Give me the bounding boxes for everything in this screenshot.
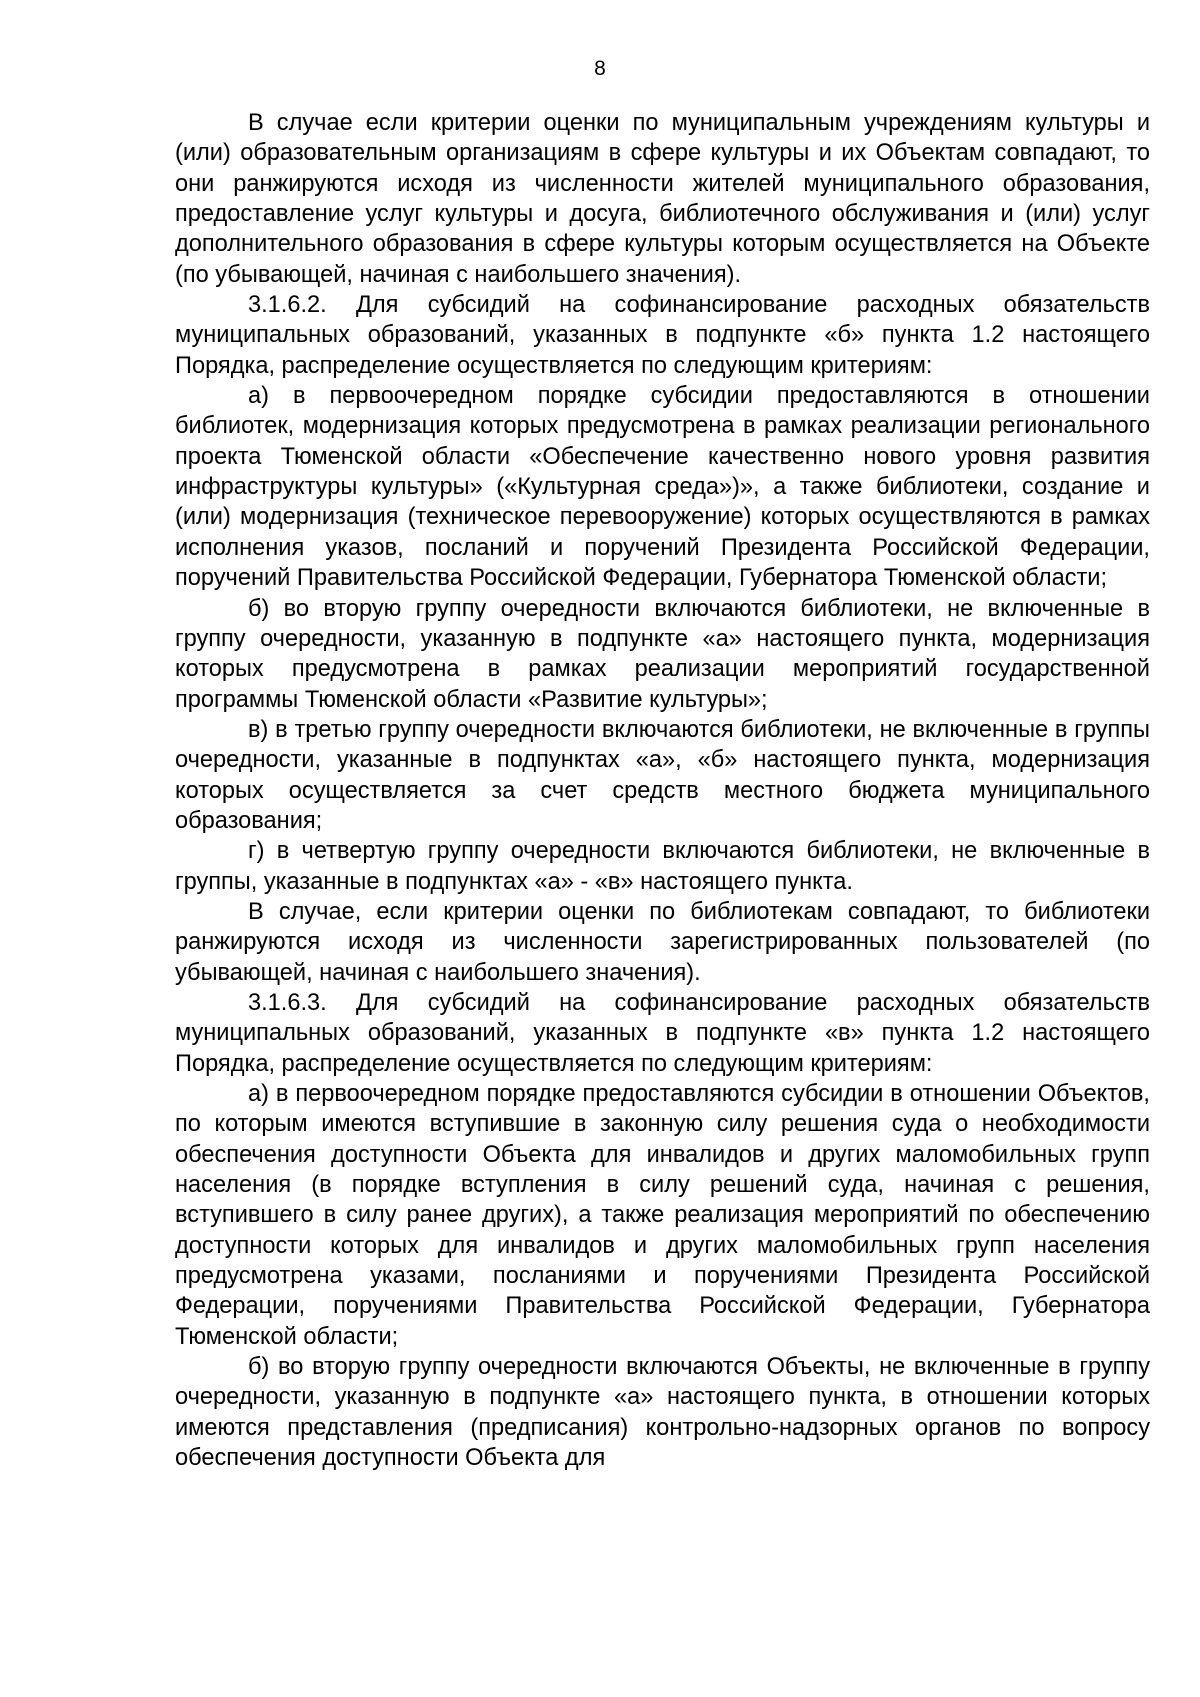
paragraph-library-ranking: В случае, если критерии оценки по библиотекам совпадают, то библиотеки ранжируются исходя из численности зарегистрированных пользователей (по убывающей, начиная с наибольшего значения). [175, 898, 1150, 986]
paragraph-culture-ranking: В случае если критерии оценки по муниципальным учреждениям культуры и (или) образовательным организациям в сфере культуры и их Объектам совпадают, то они ранжируются исходя из численности жителей муниципального образования, предоставление услуг культуры и досуга, библиотечного обслуживания и (или) услуг дополнительного образования в сфере культуры которым осуществляется на Объекте (по убывающей, начиная с наибольшего значения). [175, 110, 1150, 288]
paragraph-3-1-6-2: 3.1.6.2. Для субсидий на софинансирование расходных обязательств муниципальных образований, указанных в подпункте «б» пункта 1.2 настоящего Порядка, распределение осуществляется по следующим критериям: [175, 292, 1150, 379]
paragraph-3-1-6-2-v: в) в третью группу очередности включаются библиотеки, не включенные в группы очередности, указанные в подпунктах «а», «б» настоящего пункта, модернизация которых осуществляется за счет средств местного бюджета муниципального образования; [175, 716, 1150, 834]
paragraph-3-1-6-2-b: б) во вторую группу очередности включаются библиотеки, не включенные в группу очередности, указанную в подпункте «а» настоящего пункта, модернизация которых предусмотрена в рамках реализации мероприятий государственной программы Тюменской области «Развитие культуры»; [175, 595, 1150, 713]
paragraph-3-1-6-3: 3.1.6.3. Для субсидий на софинансирование расходных обязательств муниципальных образований, указанных в подпункте «в» пункта 1.2 настоящего Порядка, распределение осуществляется по следующим критериям: [175, 989, 1150, 1077]
paragraph-3-1-6-3-b: б) во вторую группу очередности включаются Объекты, не включенные в группу очередности, указанную в подпункте «а» настоящего пункта, в отношении которых имеются представления (предписания) контрольно-надзорных органов по вопросу обеспечения доступности Объекта для [175, 1354, 1150, 1472]
paragraph-3-1-6-3-a: а) в первоочередном порядке предоставляются субсидии в отношении Объектов, по которым имеются вступившие в законную силу решения суда о необходимости обеспечения доступности Объекта для инвалидов и других маломобильных групп населения (в порядке вступления в силу решений суда, начиная с решения, вступившего в силу ранее других), а также реализация мероприятий по обеспечению доступности которых для инвалидов и других маломобильных групп населения предусмотрена указами, посланиями и поручениями Президента Российской Федерации, поручениями Правительства Российской Федерации, Губернатора Тюменской области; [175, 1081, 1150, 1350]
document-body [175, 108, 1150, 1473]
page-number: 8 [594, 57, 606, 80]
paragraph-3-1-6-2-a: а) в первоочередном порядке субсидии предоставляются в отношении библиотек, модернизация которых предусмотрена в рамках реализации регионального проекта Тюменской области «Обеспечение качественно нового уровня развития инфраструктуры культуры» («Культурная среда»)», а также библиотеки, создание и (или) модернизация (техническое перевооружение) которых осуществляются в рамках исполнения указов, посланий и поручений Президента Российской Федерации, поручений Правительства Российской Федерации, Губернатора Тюменской области; [175, 383, 1150, 592]
paragraph-3-1-6-2-g: г) в четвертую группу очередности включаются библиотеки, не включенные в группы, указанные в подпунктах «а» - «в» настоящего пункта. [175, 838, 1150, 895]
